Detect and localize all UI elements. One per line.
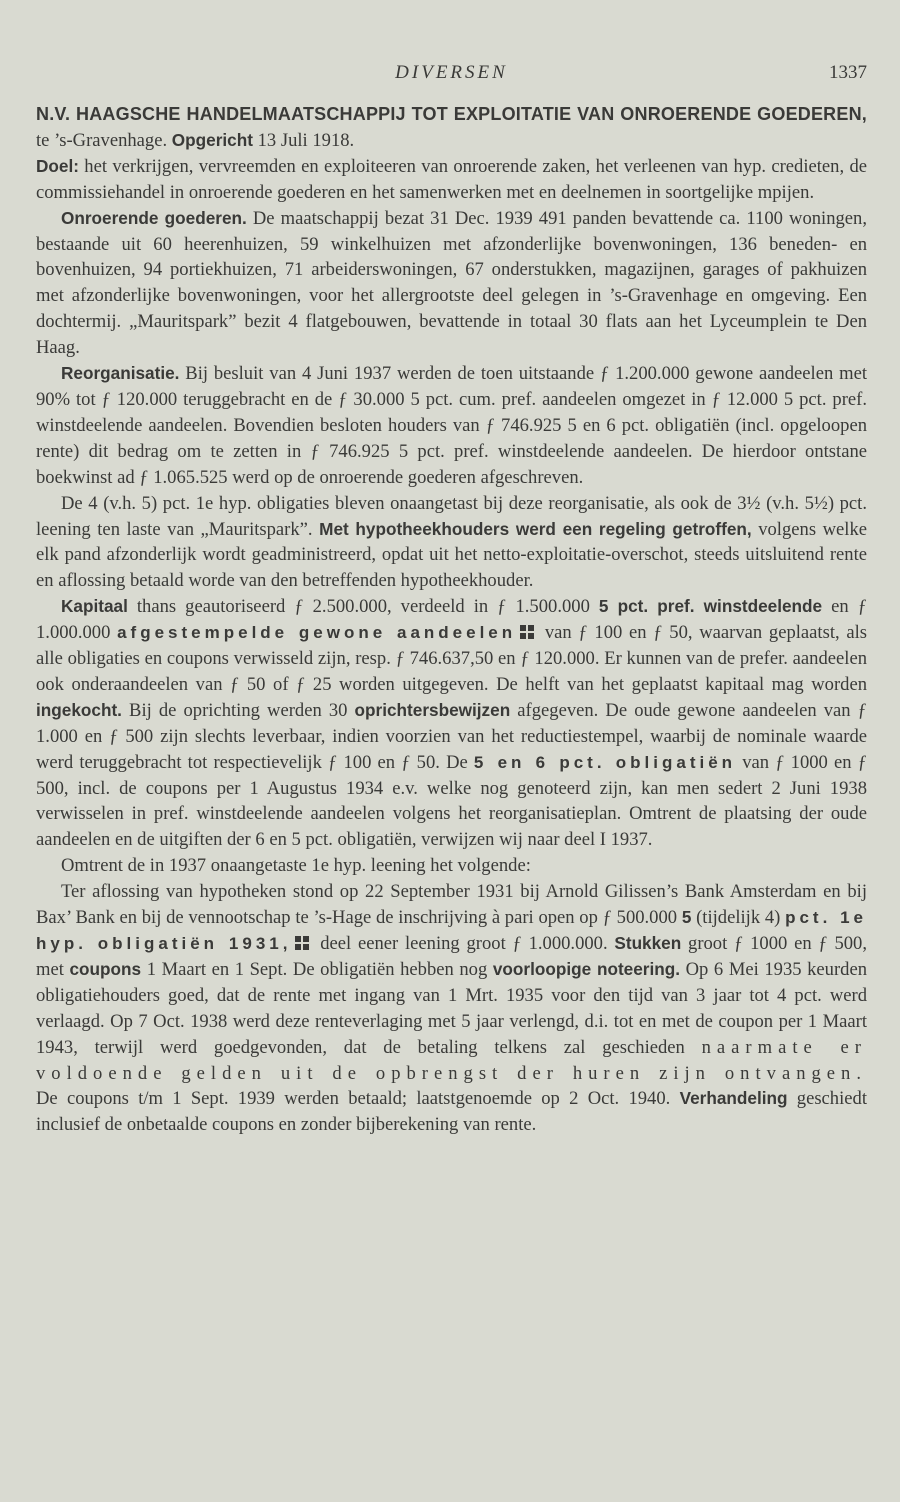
kap-text-g: van ƒ 1000 en ƒ 500, incl. de coupons per 1 Augustus 1934 e.v. welke nog genoteerd zijn, kan men sedert 2 Juni 1938 verwisselen in pref. winstdeelende aandeelen volgens het reorganisatieplan. Omtrent de plaatsing der oude aandeelen en de uitgiften der 6 en 5 pct. obligatiën, verwijzen wij naar deel I 1937. — [36, 751, 867, 851]
p7-bold-2: pct. 1e hyp. obligatiën 1931, — [36, 908, 868, 953]
company-location: te ’s-Gravenhage. — [36, 129, 172, 151]
kap-text-a: thans geautoriseerd ƒ 2.500.000, verdeeld in ƒ 1.500.000 — [127, 596, 599, 618]
kap-bold-5: 5 en 6 pct. obligatiën — [473, 752, 737, 772]
paragraph-kapitaal — [36, 594, 867, 853]
paragraph-reorganisatie — [36, 361, 867, 491]
running-header — [36, 62, 867, 102]
p7-bold-6: Verhandeling — [679, 1088, 788, 1109]
founded-date: 13 Juli 1918. — [252, 129, 355, 151]
p7-bold-5: voorloopige noteering. — [492, 958, 681, 979]
kap-bold-3: ingekocht. — [36, 699, 122, 720]
doel-text: het verkrijgen, vervreemden en exploiteeren van onroerende zaken, het verleenen van hyp. credieten, de commissiehandel in onroerende goederen en het samenwerken met en deelnemen in soortgelijke mpijen. — [36, 155, 867, 203]
p7-text-e: groot ƒ 1000 en ƒ 500, met — [36, 933, 867, 980]
page-number: 1337 — [829, 62, 867, 83]
p7-text-f: 1 Maart en 1 Sept. De obligatiën hebben nog — [141, 958, 493, 980]
kap-bold-2: afgestempelde gewone aandeelen — [117, 623, 517, 643]
p7-bold-4: coupons — [69, 958, 142, 979]
doel-label: Doel: — [36, 155, 79, 176]
kapitaal-label: Kapitaal — [61, 596, 128, 617]
kap-text-d: van ƒ 100 en ƒ 50, waarvan geplaatst, als alle obligaties en coupons verwisseld zijn, resp. ƒ 746.637,50 en ƒ 120.000. Er kunnen van de prefer. aandeelen ook onderaandeelen van ƒ 50 of ƒ 25 worden uitgegeven. De helft van het geplaatst kapitaal mag worden — [36, 622, 867, 695]
paragraph-hypotheek — [36, 491, 867, 595]
p7-bold-1: 5 — [681, 907, 692, 928]
onroerend-text: De maatschappij bezat 31 Dec. 1939 491 panden bevattende ca. 1100 woningen, bestaande uit 60 heerenhuizen, 59 winkelhuizen met afzonderlijke bovenwoningen, 136 beneden- en bovenhuizen, 94 portiekhuizen, 71 arbeiderswoningen, 67 onderstukken, magazijnen, garages of pakhuizen met afzonderlijke bovenwoningen, voor het allergrootste deel gelegen in ’s-Gravenhage en omgeving. Een dochtermij. „Mauritspark” bezit 4 flatgebouwen, bevattende in totaal 30 flats aan het Lyceumplein te Den Haag. — [36, 207, 867, 359]
kap-text-c: en ƒ 1.000.000 — [36, 596, 868, 644]
listing-symbol-icon — [295, 936, 309, 950]
p7-bold-3: Stukken — [614, 933, 682, 953]
p4-text-a: De 4 (v.h. 5) pct. 1e hyp. obligaties bleven onaangetast bij deze reorganisatie, als ook de 3½ (v.h. 5½) pct. leening ten laste van „Mauritspark”. — [36, 492, 867, 540]
kap-bold-1: 5 pct. pref. winstdeelende — [598, 596, 823, 617]
paragraph-aflossing — [36, 879, 867, 1138]
running-title: DIVERSEN — [395, 62, 508, 83]
onroerend-label: Onroerende goederen. — [61, 207, 247, 228]
p7-text-a: Ter aflossing van hypotheken stond op 22 September 1931 bij Arnold Gilissen’s Bank Amsterdam en bij Bax’ Bank en bij de vennootschap te ’s-Hage de inschrijving à pari open op ƒ 500.000 — [36, 881, 867, 929]
p7-text-i: geschiedt inclusief de onbetaalde coupons en zonder bijberekening van rente. — [36, 1088, 867, 1136]
p7-text-g: Op 6 Mei 1935 keurden obligatiehouders goed, dat de rente met ingang van 1 Mrt. 1935 voor den tijd van 3 jaar tot 4 pct. werd verlaagd. Op 7 Oct. 1938 werd deze renteverlaging met 5 jaar verlengd, d.i. tot en met de coupon per 1 Maart 1943, terwijl werd goedgevonden, dat de betaling telkens zal geschieden — [36, 958, 868, 1058]
kap-bold-4: oprichtersbewijzen — [354, 699, 511, 720]
p4-bold: Met hypotheekhouders werd een regeling getroffen, — [319, 518, 752, 539]
company-heading: N.V. HAAGSCHE HANDELMAATSCHAPPIJ TOT EXPLOITATIE VAN ONROERENDE GOEDEREN, — [36, 104, 867, 124]
paragraph-company — [36, 102, 867, 206]
reorg-text: Bij besluit van 4 Juni 1937 werden de toen uitstaande ƒ 1.200.000 gewone aandeelen met 90% tot ƒ 120.000 teruggebracht en de ƒ 30.000 5 pct. cum. pref. aandeelen omgezet in ƒ 12.000 5 pct. pref. winstdeelende aandeelen. Bovendien besloten houders van ƒ 746.925 5 en 6 pct. obligatiën (incl. opgeloopen rente) dit bedrag om te zetten in ƒ 746.925 5 pct. pref. winstdeelende aandeelen. De hierdoor ontstane boekwinst ad ƒ 1.065.525 werd op de onroerende goederen afgeschreven. — [36, 363, 867, 488]
reorg-label: Reorganisatie. — [61, 363, 180, 384]
listing-symbol-icon — [520, 625, 534, 639]
paragraph-onroerend — [36, 206, 867, 361]
p7-spaced: naarmate er voldoende gelden uit de opbrengst der huren zijn ontvangen. — [36, 1036, 867, 1084]
p4-text-b: volgens welke elk pand afzonderlijk wordt geadministreerd, opdat uit het netto-exploitatie-overschot, steeds uitsluitend rente en aflossing betaald worde van den betreffenden hypotheekhouder. — [36, 518, 867, 592]
kap-text-e: Bij de oprichting werden 30 — [121, 699, 355, 721]
p7-text-d: deel eener leening groot ƒ 1.000.000. — [313, 933, 615, 954]
p7-text-c: (tijdelijk 4) — [691, 907, 786, 929]
paragraph-omtrent — [36, 853, 867, 879]
p7-text-h: De coupons t/m 1 Sept. 1939 werden betaald; laatstgenoemde op 2 Oct. 1940. — [36, 1088, 680, 1110]
founded-label: Opgericht — [171, 129, 253, 150]
p6-text: Omtrent de in 1937 onaangetaste 1e hyp. leening het volgende: — [61, 855, 531, 877]
kap-text-f: afgegeven. De oude gewone aandeelen van ƒ 1.000 en ƒ 500 zijn slechts leverbaar, indien voorzien van het reductiestempel, waarbij de nominale waarde werd teruggebracht tot respectievelijk ƒ 100 en ƒ 50. De — [36, 699, 867, 773]
article-body — [36, 102, 867, 1138]
